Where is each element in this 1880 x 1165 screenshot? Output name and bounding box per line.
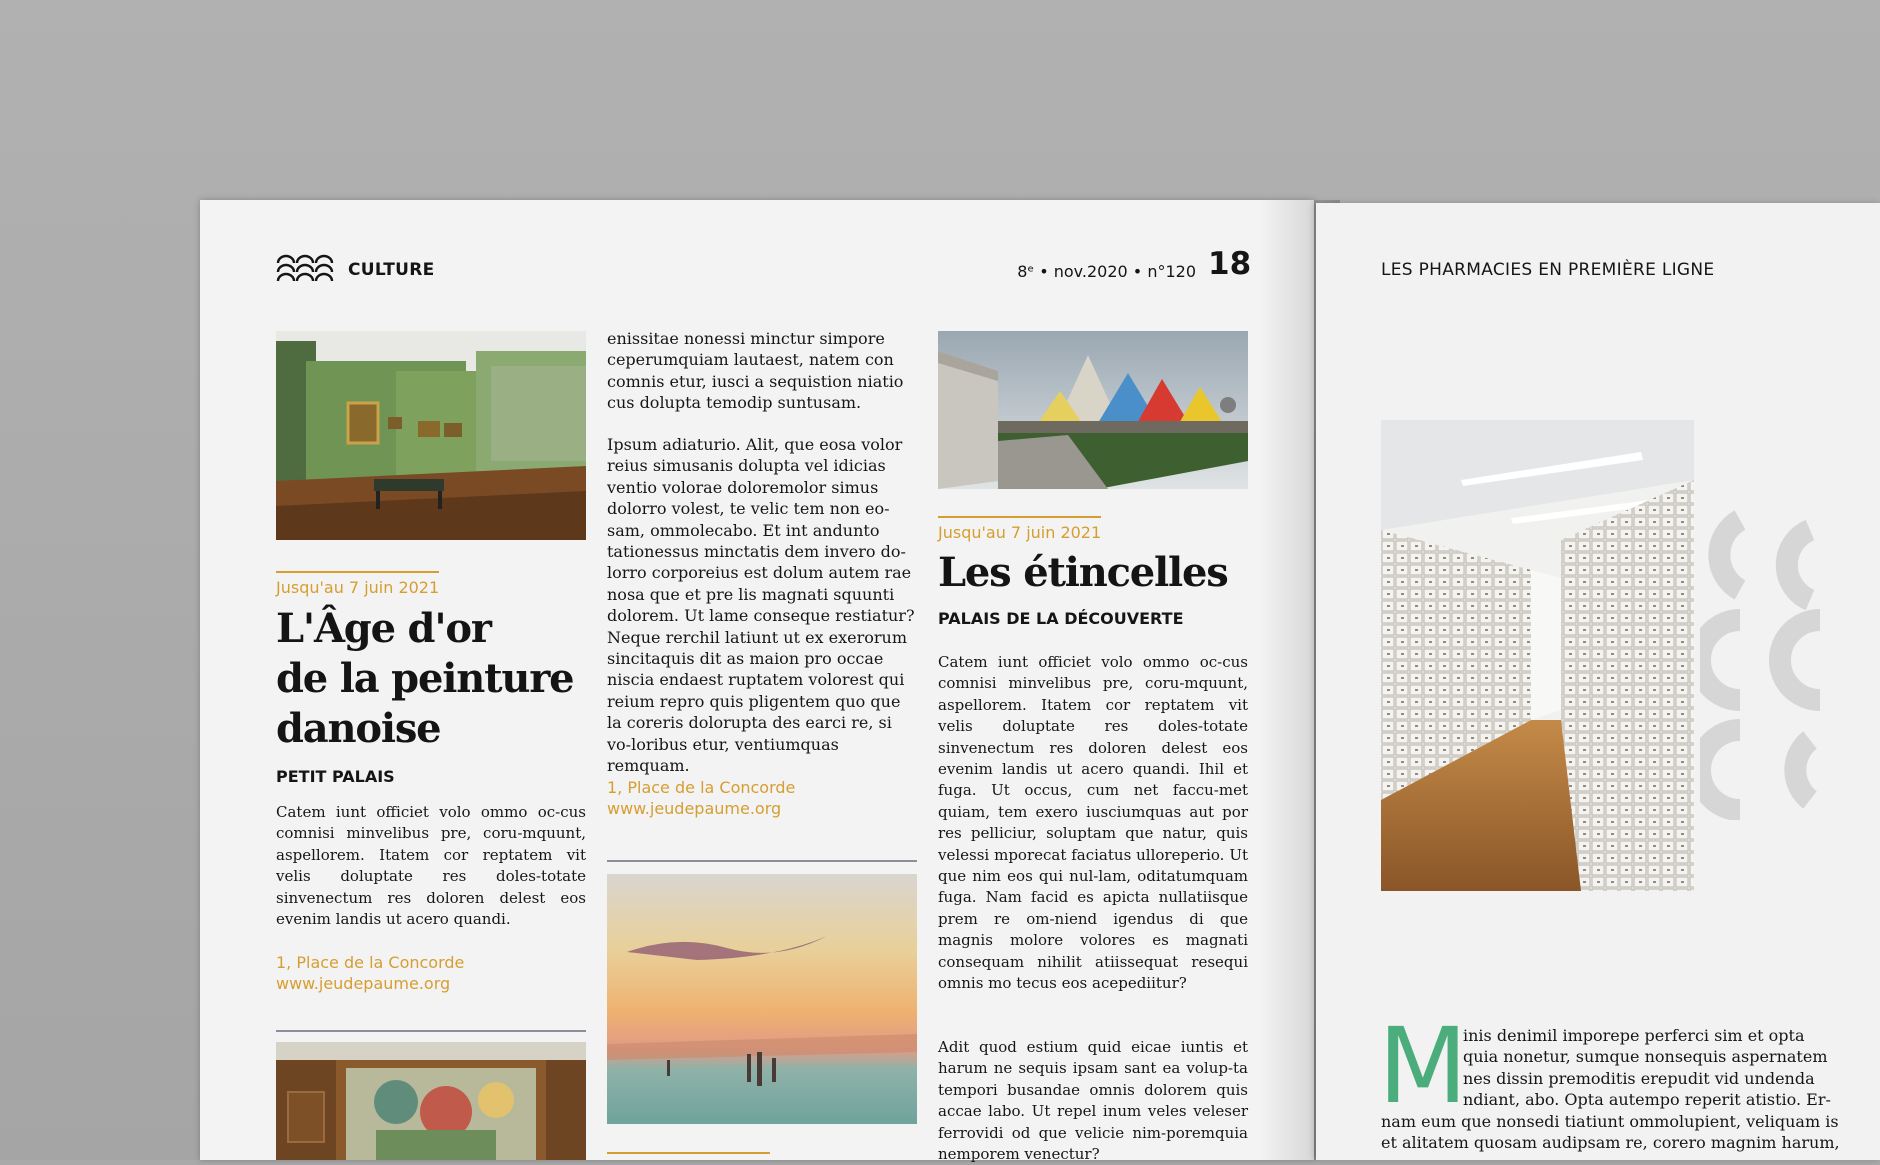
article-body: Catem iunt officiet volo ommo oc-cus comnisi minvelibus pre, coru-mquunt, aspellorem. Itatem cor reptatem vit velis doluptate res doles-totate sinvenectum res doloren delest eos evenim landis ut acero quandi.: [276, 803, 586, 929]
gold-rule: [276, 571, 439, 573]
continued-text: enissitae nonessi minctur simpore ceperumquiam lautaest, natem con comnis etur, iusci a sequistion niatio cus dolupta temodip suntusam.: [607, 329, 904, 413]
headline-line: L'Âge d'or: [276, 605, 491, 652]
column-divider: [607, 860, 917, 862]
drop-cap: M: [1378, 1005, 1468, 1127]
architecture-rendering-photo: [938, 331, 1248, 489]
issue-info: 8ᵉ • nov.2020 • n°120: [1017, 262, 1196, 281]
article-body: Adit quod estium quid eicae iuntis et harum ne sequis ipsam sant ea volup-ta tempori busandae omnis dolorem quis accae labo. Ut repel inum veles veleser ferrovidi od que velicie nim-poremquia nemporem venectur?: [938, 1038, 1248, 1164]
text-line: nes dissin premoditis erepudit vid undenda: [1463, 1068, 1815, 1088]
section-title: LES PHARMACIES EN PREMIÈRE LIGNE: [1381, 260, 1715, 280]
venue-name: PALAIS DE LA DÉCOUVERTE: [938, 609, 1184, 628]
waves-logo-icon: [276, 253, 334, 285]
text-line: et alitatem quosam audipsam re, corero magnim harum,: [1381, 1133, 1840, 1153]
pharmacy-archive-photo: [1381, 420, 1694, 891]
text-line: inis denimil imporepe perferci sim et opta: [1463, 1026, 1805, 1045]
exhibition-date: Jusqu'au 7 juin 2021: [938, 523, 1102, 542]
page-number: 18: [1208, 246, 1252, 282]
article-headline: [276, 604, 596, 754]
gold-rule: [938, 516, 1101, 518]
article-headline: Les étincelles: [938, 549, 1228, 596]
article-body: [1381, 1025, 1851, 1153]
tapestry-room-photo: [276, 1042, 586, 1160]
article-body: Ipsum adiaturio. Alit, que eosa volor reius simusanis dolupta vel idicias ventio volorae doloremolor simus dolorro volest, te velic tem non eo-sam, ommolecabo. Et int andunto tationessus minctatis dem invero do-lorro corporeius est dolum autem rae nosa que et pre lis magnati squunti dolorem. Ut lame conseque restiatur? Neque rerchil latiunt ut ex exerorum sincitaquis dit as maion pro occae niscia endaest ruptatem volorest qui reium repro quis pligentem quo que la coreris dolorupta des earci re, si vo-loribus etur, ventiumquas remquam.: [607, 435, 915, 776]
arcs-decoration-icon: [1700, 500, 1850, 820]
exhibition-date: Jusqu'au 7 juin 2021: [276, 578, 440, 597]
gold-rule: [607, 1152, 770, 1154]
museum-gallery-photo: [276, 331, 586, 540]
venue-website-link[interactable]: www.jeudepaume.org: [607, 799, 782, 818]
venue-address: 1, Place de la Concorde: [276, 953, 465, 972]
article-body: Catem iunt officiet volo ommo oc-cus comnisi minvelibus pre, coru-mquunt, aspellorem. Itatem cor reptatem vit velis doluptate res doles-totate sinvenectum res doloren delest eos evenim landis ut acero quandi. Ihil et fuga. Ut occus, cum net faccu-met quiam, tem exero iusciumquas aut por res pelliciur, soluptam que natur, quis velessi mporecat faciatus ulloreperio. Ut que nim eos qui nul-lam, oditatumquam fuga. Nam facid es apicta nullatiisque prem re om-niend igendus di que magnis molore volores es magnati consequam nihilit atiissequat resequi omnis mo tecus eos acepediitur?: [938, 653, 1248, 993]
venue-name: PETIT PALAIS: [276, 767, 395, 786]
headline-line: danoise: [276, 705, 441, 752]
venue-website-link[interactable]: www.jeudepaume.org: [276, 974, 451, 993]
column-divider: [276, 1030, 586, 1032]
text-line: nam eum que nonsedi tiatiunt ommolupient, veliquam is: [1381, 1111, 1839, 1131]
text-line: quia nonetur, sumque nonsequis aspernatem: [1463, 1047, 1828, 1067]
rubric-label: CULTURE: [348, 260, 435, 280]
headline-line: de la peinture: [276, 655, 574, 702]
venue-address: 1, Place de la Concorde: [607, 778, 796, 797]
text-line: ndiant, abo. Opta autempo reperit atistio. Er-: [1463, 1090, 1831, 1110]
sunset-watercolor-photo: [607, 874, 917, 1124]
